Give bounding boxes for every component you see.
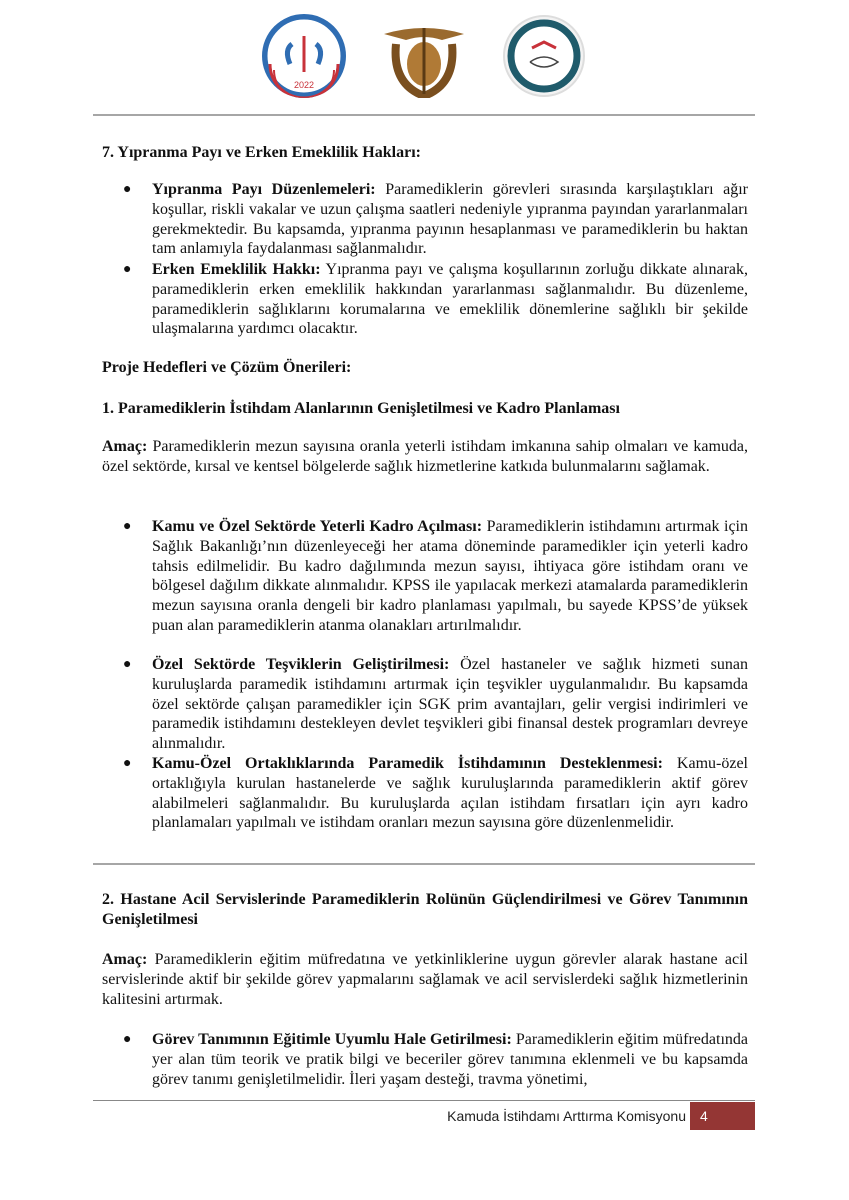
list-item: ● Kamu-Özel Ortaklıklarında Paramedik İstihdamının Desteklenmesi: Kamu-özel ortaklığıyla kurulan hastanelerde ve sağlık kuruluşlarında paramediklerin aktif görev alabilmeleri sağlanmalıdır. Bu kuruluşlarda açılan istihdam fırsatları için ayrı kadro planlamaları yapılmalı ve istihdam oranları mezun sayısına göre düzenlenmelidir.: [123, 755, 749, 832]
list-item: ● Görev Tanımının Eğitimle Uyumlu Hale Getirilmesi: Paramediklerin eğitim müfredatında yer alan tüm teorik ve pratik bilgi ve beceriler görev tanımına eklenmeli ve bu kapsamda görev tanımı genişletilmelidir. İleri yaşam desteği, travma yönetimi,: [123, 1031, 748, 1088]
page-number: 4: [690, 1102, 755, 1130]
footer-divider: [93, 1100, 755, 1101]
bullet-icon: ●: [123, 262, 132, 277]
list-item: ● Özel Sektörde Teşviklerin Geliştirilmesi: Özel hastaneler ve sağlık hizmeti sunan kuruluşlarda paramedik istihdamını artırmak için teşvikler uygulanmalıdır. Bu kapsamda özel sektörde çalışan paramedikler için SGK prim avantajları, gelir vergisi indirimleri ve paramedik istihdamını destekleyen devlet teşvikleri gibi finansal destek programları devreye alınmalıdır.: [123, 656, 748, 753]
section-divider: [93, 863, 755, 865]
footer-text: Kamuda İstihdamı Arttırma Komisyonu: [447, 1108, 686, 1124]
bullet-icon: ●: [123, 519, 132, 534]
bullet-icon: ●: [123, 657, 132, 672]
list-item: ● Erken Emeklilik Hakkı: Yıpranma payı ve çalışma koşullarının zorluğu dikkate alınarak, paramediklerin erken emeklilik hakkından yararlanması sağlanmalıdır. Bu düzenleme, paramediklerin sağlıklarını korumalarına ve emeklilik dönemlerine sağlıklı bir şekilde ulaşmalarına yardımcı olacaktır.: [123, 261, 748, 338]
genc-saglik-sendikasi-logo: [262, 14, 346, 98]
kamu-birligi-logo: [502, 14, 586, 98]
list-item: ● Kamu ve Özel Sektörde Yeterli Kadro Açılması: Paramediklerin istihdamını artırmak için Sağlık Bakanlığı’nın düzenleyeceği her atama döneminde paramedikler için yeterli kadro tahsis edilmelidir. Bu kadro dağılımında mezun sayısı, ihtiyaca göre istihdam oranı ve bölgesel dağılım dikkate alınmalıdır. KPSS ile yapılacak merkezi atamalarda paramediklerin mezun sayısına oranla dengeli bir kadro planlaması yapılmalı, bu sayede KPSS’de yüksek puan alan paramediklerin atanma olanakları artırılmalıdır.: [123, 518, 748, 634]
list-item: ● Yıpranma Payı Düzenlemeleri: Paramediklerin görevleri sırasında karşılaştıkları ağır koşullar, riskli vakalar ve uzun çalışma saatleri nedeniyle yıpranma payından yararlanmaları gerekmektedir. Bu kapsamda, yıpranma payının hesaplanması ve paramediklerin bu haktan tam anlamıyla faydalanması sağlanmalıdır.: [123, 181, 748, 258]
bullet-icon: ●: [123, 1032, 132, 1047]
project-title: 2. Hastane Acil Servislerinde Paramediklerin Rolünün Güçlendirilmesi ve Görev Tanımının Genişletilmesi: [102, 891, 748, 928]
section-heading: Proje Hedefleri ve Çözüm Önerileri:: [102, 359, 352, 376]
saglikci-birligi-logo: [382, 14, 466, 98]
bullet-icon: ●: [123, 756, 132, 771]
svg-text:2022: 2022: [293, 80, 315, 90]
project-title: 1. Paramediklerin İstihdam Alanlarının Genişletilmesi ve Kadro Planlaması: [102, 400, 620, 417]
aim-paragraph: Amaç: Paramediklerin eğitim müfredatına ve yetkinliklerine uygun görevler alarak hastane acil servislerinde aktif bir şekilde görev yapmalarını sağlamak ve acil servislerdeki sağlık hizmetlerinin kalitesini artırmak.: [102, 951, 748, 1008]
header-divider: [93, 114, 755, 116]
section-heading: 7. Yıpranma Payı ve Erken Emeklilik Hakları:: [102, 144, 421, 161]
bullet-icon: ●: [123, 182, 132, 197]
aim-paragraph: Amaç: Paramediklerin mezun sayısına oranla yeterli istihdam imkanına sahip olmaları ve kamuda, özel sektörde, kırsal ve kentsel bölgelerde sağlık hizmetlerine katkıda bulunmalarını sağlamak.: [102, 438, 748, 475]
